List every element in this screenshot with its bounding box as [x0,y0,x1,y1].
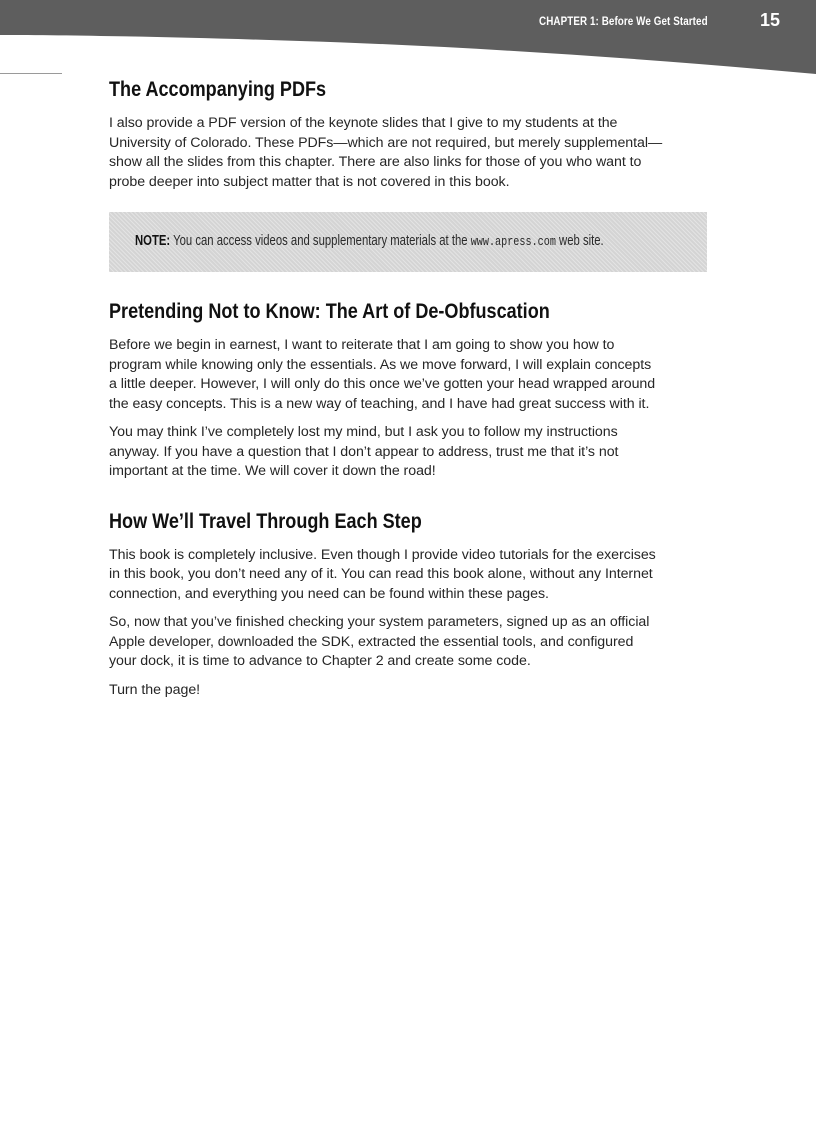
section-heading: Pretending Not to Know: The Art of De-Obfuscation [109,300,550,323]
text-line: I also provide a PDF version of the keynote slides that I give to my students at the [109,115,618,131]
text-line: in this book, you don’t need any of it. You can read this book alone, without any Internet [109,566,653,582]
text-line: Before we begin in earnest, I want to reiterate that I am going to show you how to [109,337,615,353]
text-line: So, now that you’ve finished checking your system parameters, signed up as an official [109,614,650,630]
paragraph [109,681,709,701]
text-line: Apple developer, downloaded the SDK, extracted the essential tools, and configured [109,633,634,650]
paragraph [109,613,709,672]
note-label: NOTE: [135,233,171,249]
note-url-link[interactable]: www.apress.com [470,234,556,249]
note-text [135,233,604,249]
text-line: Turn the page! [109,681,201,698]
text-line: the easy concepts. This is a new way of teaching, and I have had great success with it. [109,395,650,412]
paragraph [109,546,709,605]
text-line: University of Colorado. These PDFs—which are not required, but merely supplemental— [109,134,663,151]
section-heading: How We’ll Travel Through Each Step [109,509,422,533]
text-line: show all the slides from this chapter. There are also links for those of you who want to [109,154,642,170]
section-heading: The Accompanying PDFs [109,78,327,101]
header-band-shape [0,0,816,80]
note-body: You can access videos and supplementary materials at the [170,233,471,249]
text-line: your dock, it is time to advance to Chapter 2 and create some code. [109,653,531,669]
text-line: a little deeper. However, I will only do this once we’ve gotten your head wrapped around [109,376,656,392]
paragraph [109,114,709,192]
note-box [109,212,707,272]
chapter-label: CHAPTER 1: Before We Get Started [539,14,708,28]
header-divider [0,73,62,74]
paragraph [109,336,709,414]
page-number: 15 [759,10,780,30]
note-body-end: web site. [555,233,604,249]
text-line: important at the time. We will cover it down the road! [109,463,436,479]
text-line: probe deeper into subject matter that is not covered in this book. [109,173,510,190]
text-line: anyway. If you have a question that I don’t appear to address, trust me that it’s not [109,443,619,460]
text-line: program while knowing only the essentials. As we move forward, I will explain concepts [109,356,652,373]
text-line: This book is completely inclusive. Even though I provide video tutorials for the exercises [109,546,656,563]
paragraph [109,423,709,482]
text-line: You may think I’ve completely lost my mind, but I ask you to follow my instructions [109,424,618,440]
running-header [0,0,816,80]
page-content [109,74,709,700]
text-line: connection, and everything you need can be found within these pages. [109,585,549,602]
